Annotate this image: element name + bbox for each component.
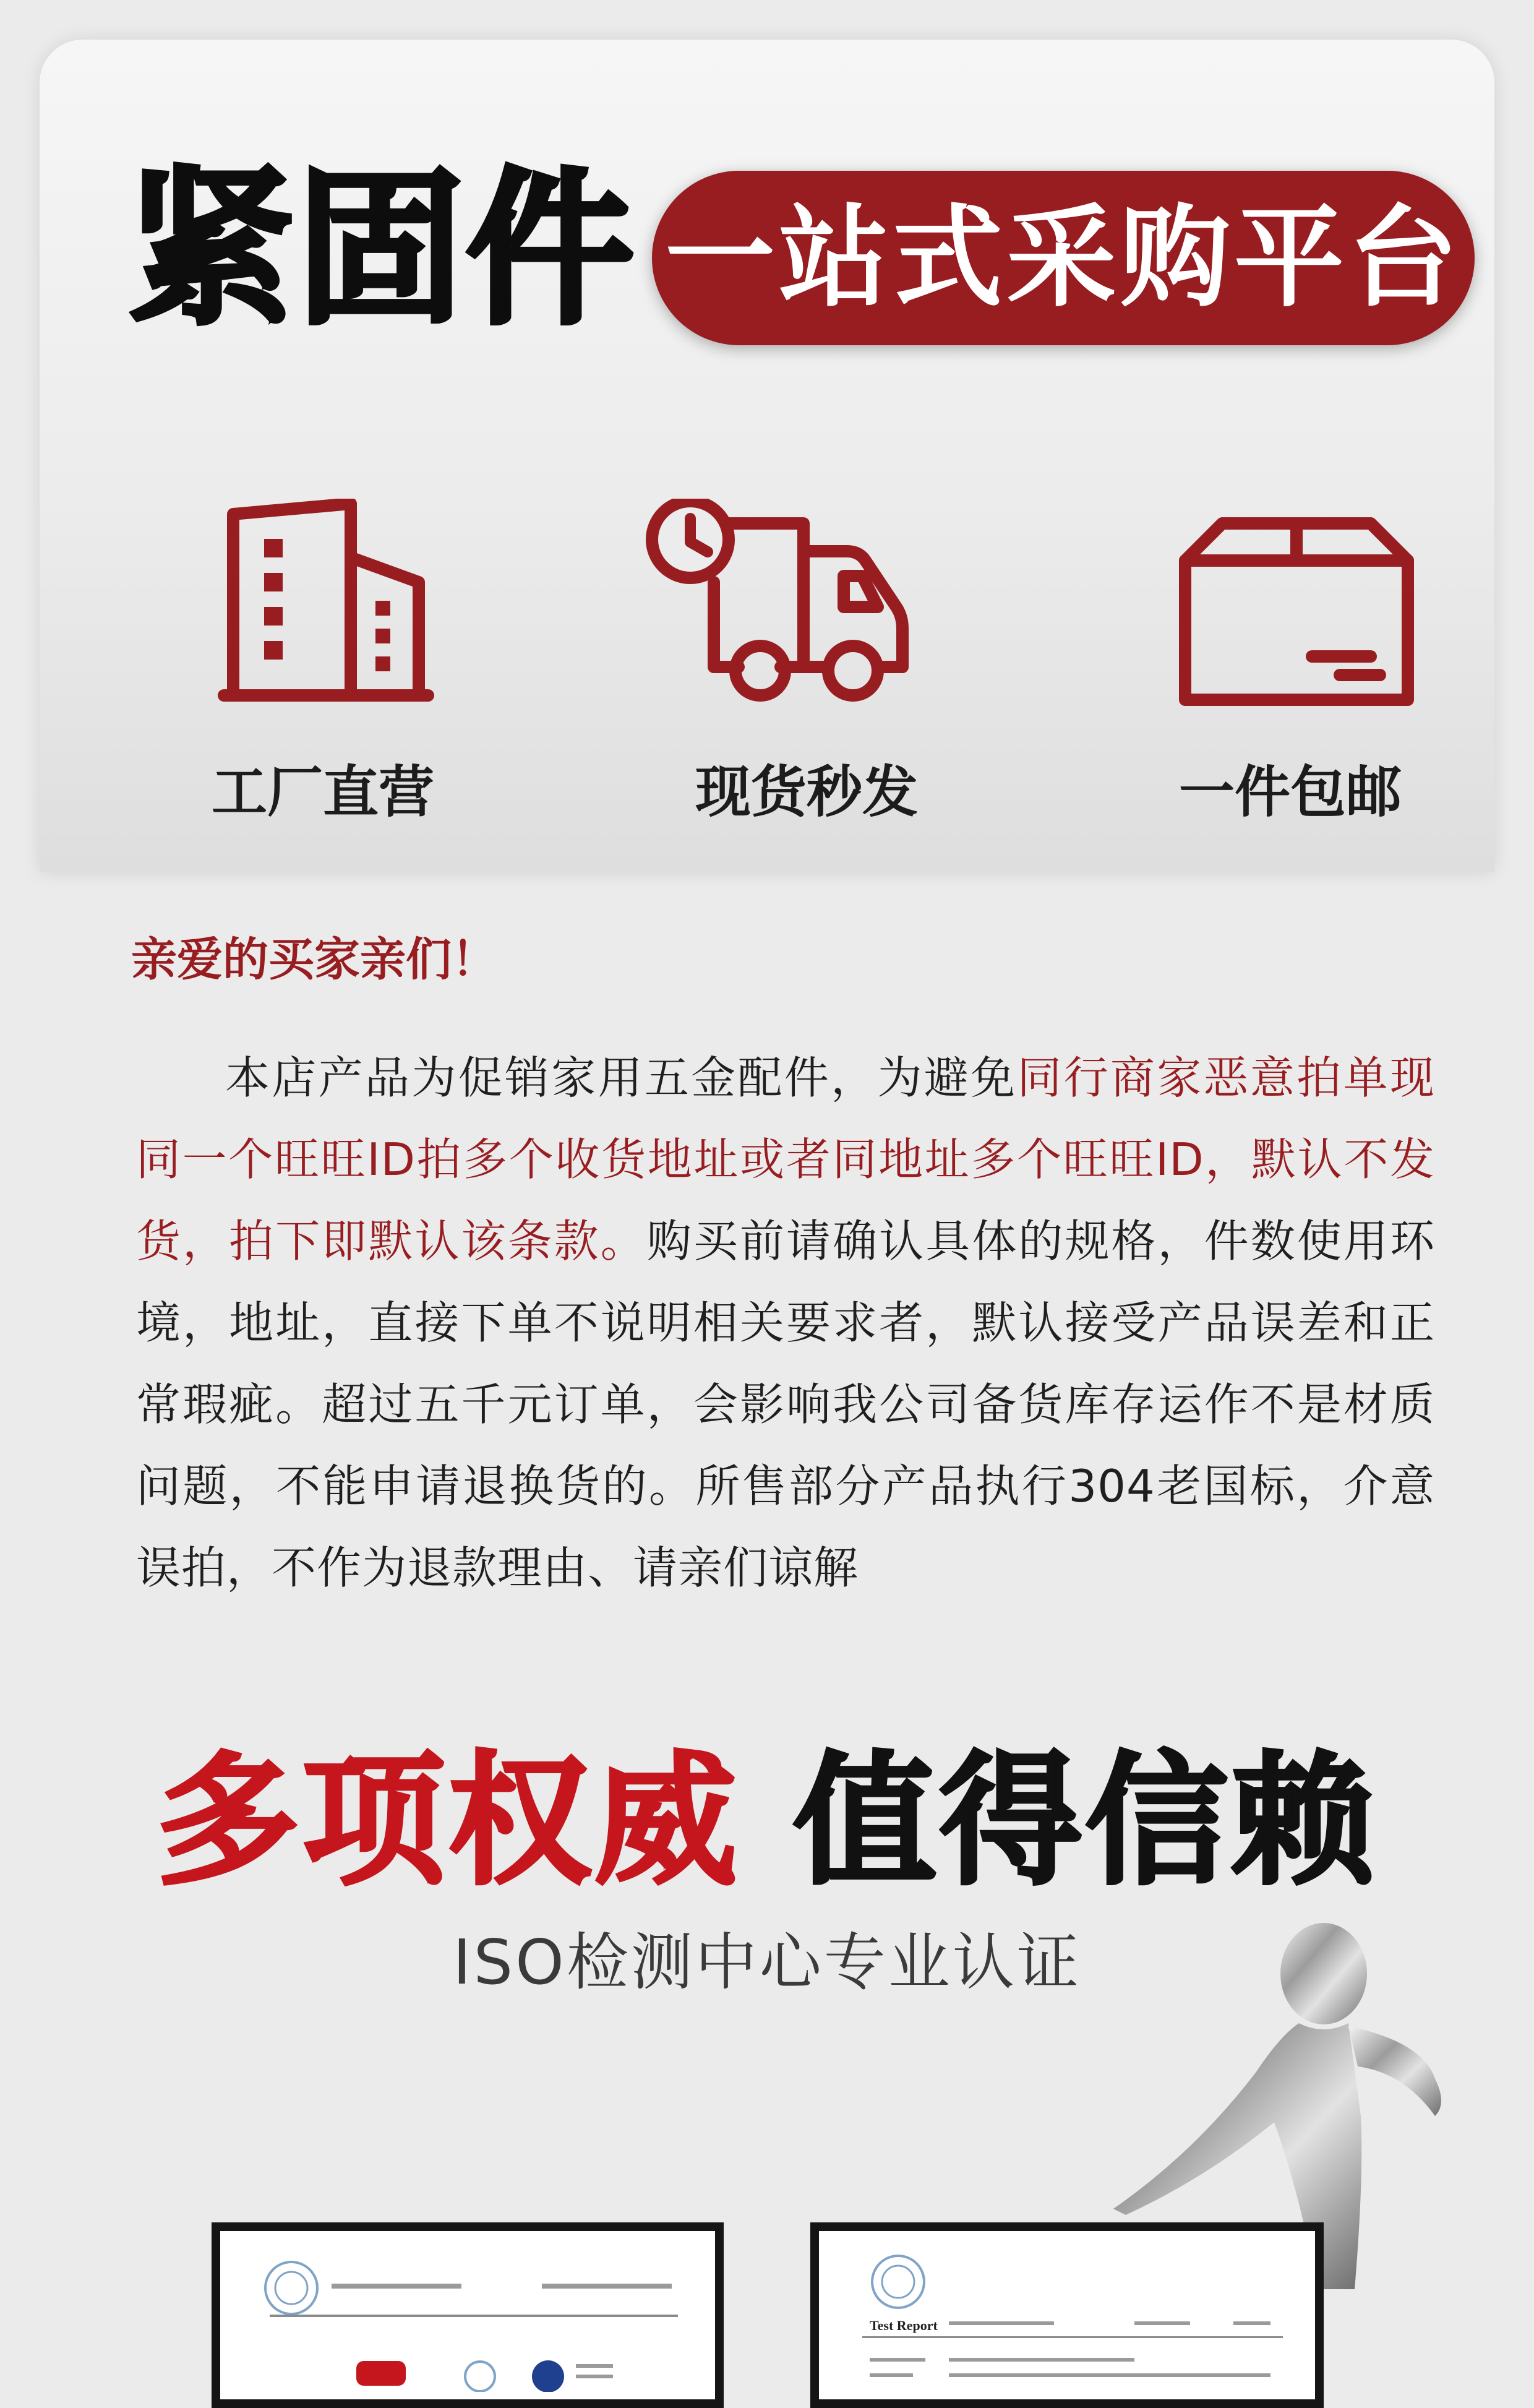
feature-label: 工厂直营 — [212, 760, 434, 825]
package-box-icon — [1099, 499, 1482, 721]
hero-title: 紧固件 — [127, 152, 636, 347]
notice-highlight: 同行商家恶意拍单现同一个旺旺ID拍多个收货地址或者同地址多个旺旺ID，默认不发货，拍下即默认该条款。 — [136, 1052, 1435, 1267]
hero-badge — [652, 171, 1475, 345]
hero-badge-label: 一站式采购平台 — [665, 194, 1462, 322]
feature-label: 一件包邮 — [1179, 760, 1402, 825]
notice-intro: 本店产品为促销家用五金配件，为避免 — [225, 1052, 1018, 1104]
certificate-frame-test-report — [810, 2222, 1324, 2408]
notice-body — [136, 1037, 1435, 1609]
trust-title-red: 多项权威 — [156, 1739, 740, 1904]
feature-fast-shipping — [615, 499, 998, 872]
certificate-document — [233, 2243, 703, 2387]
test-report-content-image — [831, 2243, 1314, 2392]
feature-factory-direct — [131, 499, 515, 872]
test-report-caption: Test Report — [870, 2318, 938, 2333]
hero-card — [40, 40, 1494, 872]
certificate-content-image — [233, 2243, 715, 2392]
certificate-frame-quality — [212, 2222, 724, 2408]
certificate-document — [831, 2243, 1303, 2387]
notice-heading: 亲爱的买家亲们！ — [131, 933, 497, 986]
trust-title-black: 值得信赖 — [794, 1739, 1378, 1904]
trust-subtitle: ISO检测中心专业认证 — [453, 1926, 1081, 1998]
trust-title — [0, 1739, 1534, 1904]
notice-rest: 购买前请确认具体的规格，件数使用环境，地址，直接下单不说明相关要求者，默认接受产品误差和正常瑕疵。超过五千元订单，会影响我公司备货库存运作不是材质问题，不能申请退换货的。所售部分产品执行304老国标，介意误拍，不作为退款理由、请亲们谅解 — [136, 1215, 1435, 1594]
factory-building-icon — [131, 499, 515, 721]
feature-free-shipping — [1099, 499, 1482, 872]
feature-label: 现货秒发 — [695, 760, 918, 825]
delivery-truck-clock-icon — [615, 499, 998, 721]
